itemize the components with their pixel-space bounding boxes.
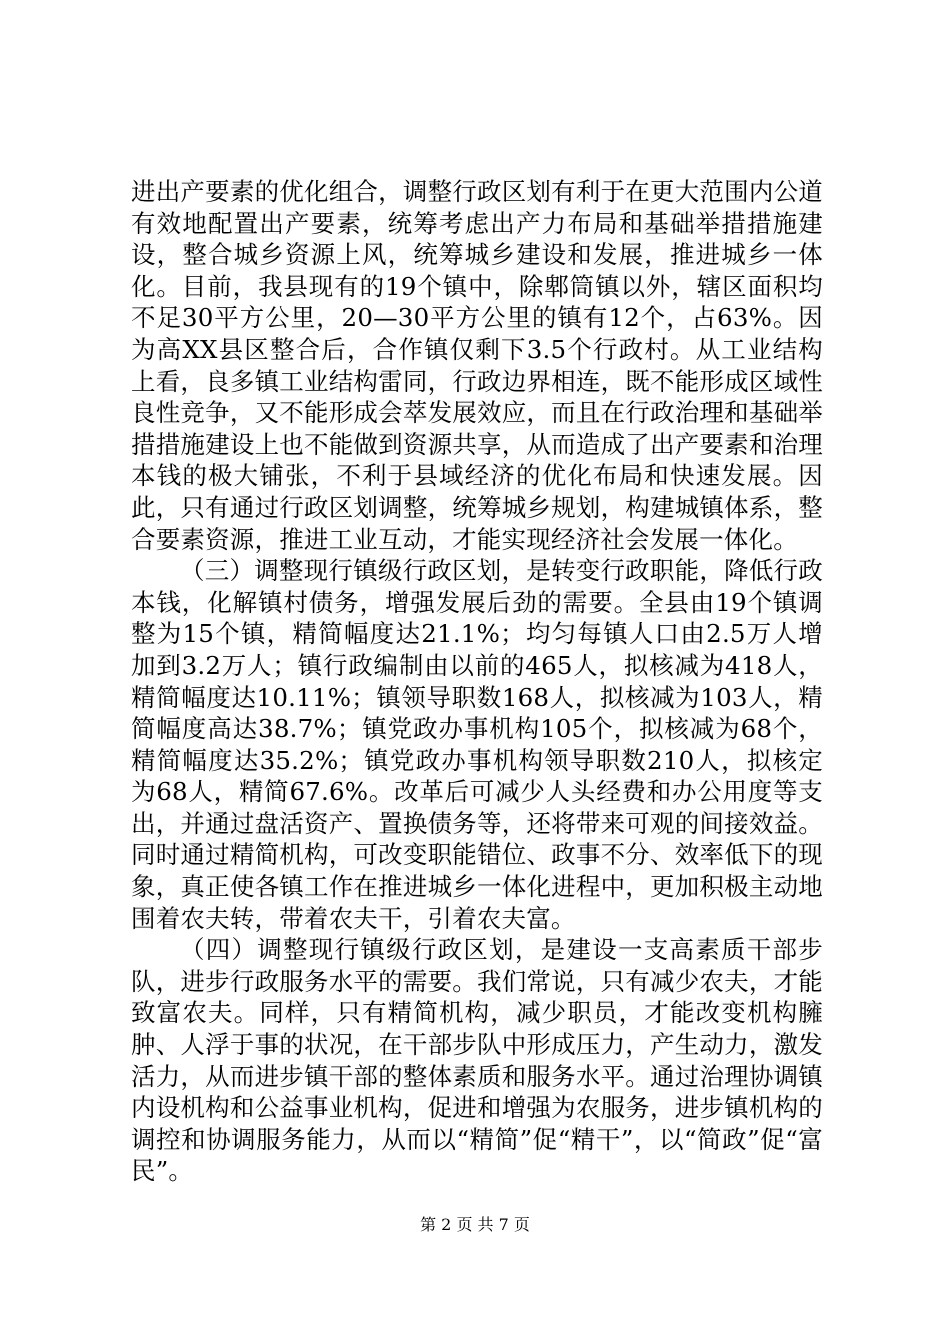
page-number: 第 2 页 共 7 页 <box>420 1215 530 1234</box>
paragraph-2: （三）调整现行镇级行政区划，是转变行政职能，降低行政本钱，化解镇村债务，增强发展后劲的需要。全县由19个镇调整为15个镇，精简幅度达21.1%；均匀每镇人口由2.5万人增加到3.2万人；镇行政编制由以前的465人，拟核减为418人，精简幅度达10.11%；镇领导职数168人，拟核减为103人，精简幅度高达38.7%；镇党政办事机构105个，拟核减为68个，精简幅度达35.2%；镇党政办事机构领导职数210人，拟核定为68人，精简67.6%。改革后可减少人头经费和办公用度等支出，并通过盘活资产、置换债务等，还将带来可观的间接效益。同时通过精简机构，可改变职能错位、政事不分、效率低下的现象，真正使各镇工作在推进城乡一体化进程中，更加积极主动地围着农夫转，带着农夫干，引着农夫富。 <box>131 556 823 933</box>
paragraph-3: （四）调整现行镇级行政区划，是建设一支高素质干部步队，进步行政服务水平的需要。我们常说，只有减少农夫，才能致富农夫。同样，只有精简机构，减少职员，才能改变机构臃肿、人浮于事的状况，在干部步队中形成压力，产生动力，激发活力，从而进步镇干部的整体素质和服务水平。通过治理协调镇内设机构和公益事业机构，促进和增强为农服务，进步镇机构的调控和协调服务能力，从而以“精简”促“精干”，以“简政”促“富民”。 <box>131 935 823 1186</box>
paragraph-1: 进出产要素的优化组合，调整行政区划有利于在更大范围内公道有效地配置出产要素，统筹考虑出产力布局和基础举措措施建设，整合城乡资源上风，统筹城乡建设和发展，推进城乡一体化。目前，我县现有的19个镇中，除郫筒镇以外，辖区面积均不足30平方公里，20—30平方公里的镇有12个，占63%。因为高XX县区整合后，合作镇仅剩下3.5个行政村。从工业结构上看，良多镇工业结构雷同，行政边界相连，既不能形成区域性良性竞争，又不能形成会萃发展效应，而且在行政治理和基础举措措施建设上也不能做到资源共享，从而造成了出产要素和治理本钱的极大铺张，不利于县域经济的优化布局和快速发展。因此，只有通过行政区划调整，统筹城乡规划，构建城镇体系，整合要素资源，推进工业互动，才能实现经济社会发展一体化。 <box>131 177 823 554</box>
page-footer <box>0 1215 950 1235</box>
document-body <box>131 176 823 1187</box>
